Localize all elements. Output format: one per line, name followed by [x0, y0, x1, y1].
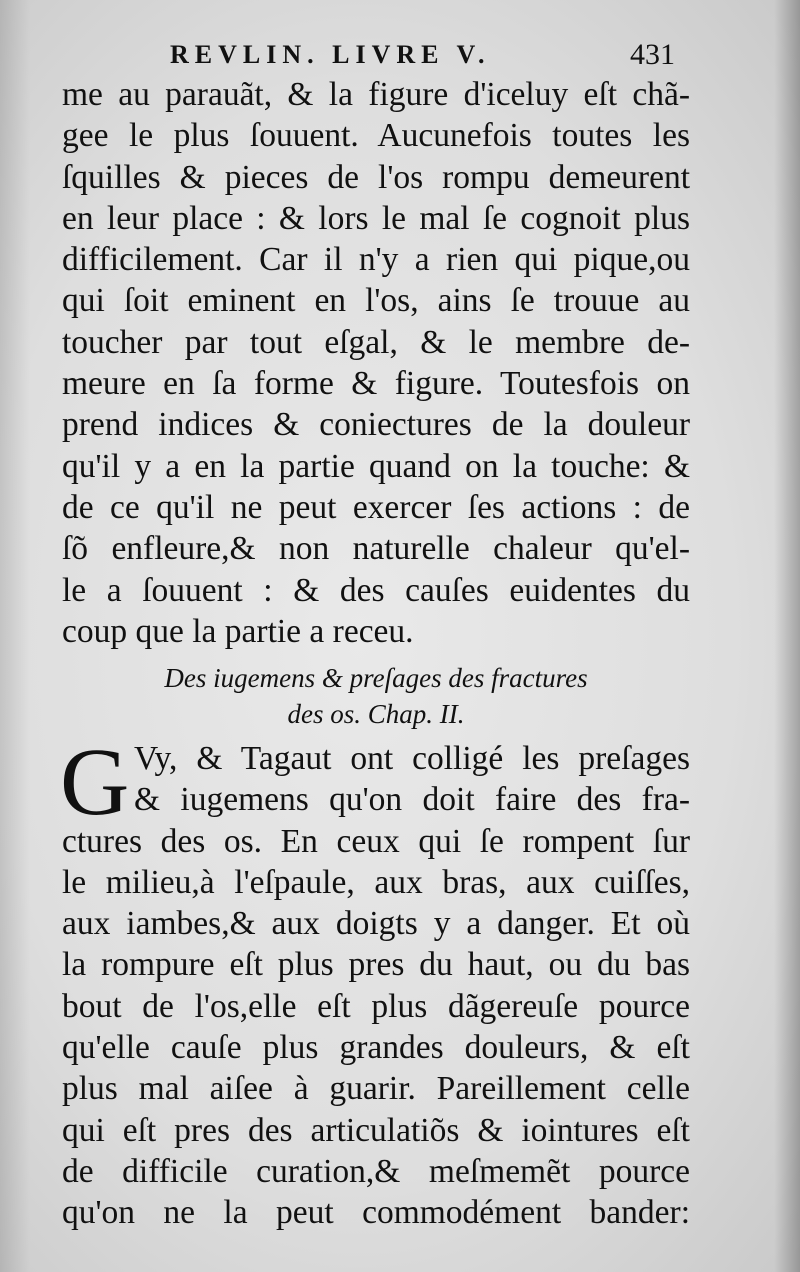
paragraph-2 — [60, 728, 690, 1234]
text-line: prend indices & coniectures de la douleur — [62, 406, 690, 444]
text-line: bout de l'os,elle eſt plus dãgereuſe pource — [62, 987, 690, 1025]
text-line: qui eſt pres des articulatiõs & iointures eſt — [62, 1111, 690, 1149]
text-line: la rompure eſt plus pres du haut, ou du bas — [62, 946, 690, 984]
chapter-heading-line-1: Des iugemens & preſages des fractures — [164, 663, 588, 693]
text-line: aux iambes,& aux doigts y a danger. Et où — [62, 905, 690, 943]
text-line: me au parauãt, & la figure d'iceluy eſt chã- — [62, 76, 690, 113]
text-line: ctures des os. En ceux qui ſe rompent ſur — [62, 822, 690, 860]
text-line: qu'elle cauſe plus grandes douleurs, & eſt — [62, 1029, 690, 1067]
text-line: de difficile curation,& meſmemẽt pource — [62, 1152, 690, 1190]
text-line: coup que la partie a receu. — [62, 612, 414, 650]
chapter-heading-line-2: des os. Chap. II. — [287, 699, 465, 729]
text-line: difficilement. Car il n'y a rien qui pique,ou — [62, 241, 690, 279]
text-line: Vy, & Tagaut ont colligé les preſages — [134, 740, 690, 777]
text-line: ſõ enfleure,& non naturelle chaleur qu'el- — [62, 530, 690, 568]
text-line: le a ſouuent : & des cauſes euidentes du — [62, 571, 690, 609]
text-line: & iugemens qu'on doit faire des fra- — [134, 781, 690, 819]
page-shadow-left — [0, 0, 30, 1272]
text-line: gee le plus ſouuent. Aucunefois toutes les — [62, 117, 690, 155]
text-line: ſquilles & pieces de l'os rompu demeurent — [62, 158, 690, 196]
text-line: qu'on ne la peut commodément bander: — [62, 1194, 690, 1232]
chapter-heading — [62, 660, 690, 732]
text-line: qui ſoit eminent en l'os, ains ſe trouue au — [62, 282, 690, 320]
page-number: 431 — [630, 38, 675, 71]
text-line: le milieu,à l'eſpaule, aux bras, aux cuiſſes, — [62, 863, 690, 901]
running-head: REVLIN. LIVRE V. — [170, 40, 491, 69]
text-line: toucher par tout eſgal, & le membre de- — [62, 323, 690, 361]
text-line: plus mal aiſee à guarir. Pareillement celle — [62, 1070, 690, 1108]
text-line: qu'il y a en la partie quand on la touche: & — [62, 447, 690, 485]
text-line: meure en ſa forme & figure. Toutesfois on — [62, 365, 690, 403]
text-line: de ce qu'il ne peut exercer ſes actions : de — [62, 488, 690, 526]
paragraph-1 — [62, 74, 690, 652]
page-shadow-right — [774, 0, 800, 1272]
drop-cap: G — [60, 728, 130, 835]
text-line: en leur place : & lors le mal ſe cognoit plus — [62, 199, 690, 237]
